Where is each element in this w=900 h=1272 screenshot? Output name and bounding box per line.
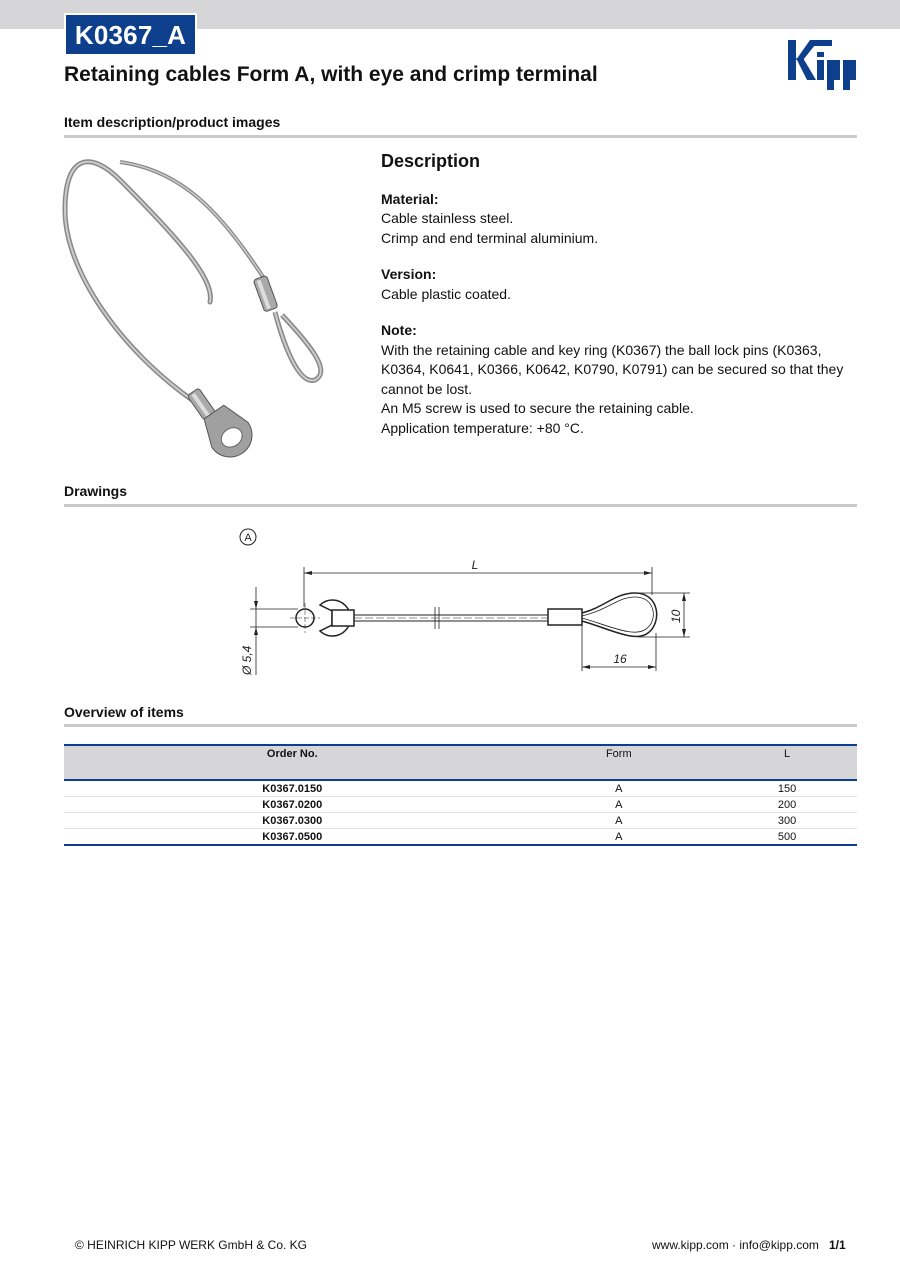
product-code-badge: K0367_A bbox=[64, 13, 197, 56]
section-divider bbox=[64, 724, 857, 727]
form-cell: A bbox=[521, 829, 718, 846]
length-cell: 500 bbox=[717, 829, 857, 846]
table-row bbox=[64, 813, 857, 829]
note-line: An M5 screw is used to secure the retaining cable. bbox=[381, 400, 694, 416]
length-cell: 300 bbox=[717, 813, 857, 829]
version-block bbox=[381, 265, 861, 304]
description-panel bbox=[381, 152, 861, 455]
order-number-cell: K0367.0150 bbox=[64, 780, 521, 797]
section-heading-drawings: Drawings bbox=[64, 483, 128, 499]
table-header-row bbox=[64, 745, 857, 780]
order-number-cell: K0367.0300 bbox=[64, 813, 521, 829]
form-marker: A bbox=[244, 532, 252, 544]
table-row bbox=[64, 829, 857, 846]
note-block bbox=[381, 321, 861, 438]
product-image bbox=[60, 150, 330, 460]
version-label: Version: bbox=[381, 266, 437, 282]
dim-loop-length-label: 16 bbox=[613, 652, 627, 666]
column-header-form: Form bbox=[521, 745, 718, 780]
section-heading-overview: Overview of items bbox=[64, 704, 184, 720]
length-cell: 200 bbox=[717, 797, 857, 813]
dim-length-label: L bbox=[471, 558, 479, 572]
table-row bbox=[64, 780, 857, 797]
column-header-order-no: Order No. bbox=[64, 745, 521, 780]
technical-drawing bbox=[220, 525, 700, 685]
page-title: Retaining cables Form A, with eye and crimp terminal bbox=[64, 63, 598, 86]
dim-loop-height-label: 10 bbox=[669, 609, 683, 623]
description-heading: Description bbox=[381, 151, 481, 171]
dim-eye-diameter-label: Ø 5,4 bbox=[240, 645, 254, 675]
note-line: Application temperature: +80 °C. bbox=[381, 419, 584, 436]
order-number-cell: K0367.0200 bbox=[64, 797, 521, 813]
version-line: Cable plastic coated. bbox=[381, 285, 511, 302]
footer-contact: www.kipp.com · info@kipp.com bbox=[652, 1238, 819, 1252]
footer-copyright: © HEINRICH KIPP WERK GmbH & Co. KG bbox=[75, 1238, 307, 1252]
section-divider bbox=[64, 135, 857, 138]
kipp-logo bbox=[786, 38, 858, 92]
form-cell: A bbox=[521, 797, 718, 813]
form-cell: A bbox=[521, 813, 718, 829]
form-cell: A bbox=[521, 780, 718, 797]
note-label: Note: bbox=[381, 322, 417, 338]
table-row bbox=[64, 797, 857, 813]
material-line: Cable stainless steel. bbox=[381, 210, 514, 226]
items-table bbox=[64, 744, 857, 846]
footer-page-number: 1/1 bbox=[829, 1238, 846, 1252]
section-heading-item-description: Item description/product images bbox=[64, 114, 281, 130]
column-header-l: L bbox=[717, 745, 857, 780]
length-cell: 150 bbox=[717, 780, 857, 797]
note-line: With the retaining cable and key ring (K0367) the ball lock pins (K0363, K0364, K0641, K0366, K0642, K0790, K0791) can be secured so that they cannot be lost. bbox=[381, 341, 844, 397]
material-label: Material: bbox=[381, 190, 439, 207]
material-block bbox=[381, 190, 861, 249]
section-divider bbox=[64, 504, 857, 507]
order-number-cell: K0367.0500 bbox=[64, 829, 521, 846]
material-line: Crimp and end terminal aluminium. bbox=[381, 229, 599, 246]
